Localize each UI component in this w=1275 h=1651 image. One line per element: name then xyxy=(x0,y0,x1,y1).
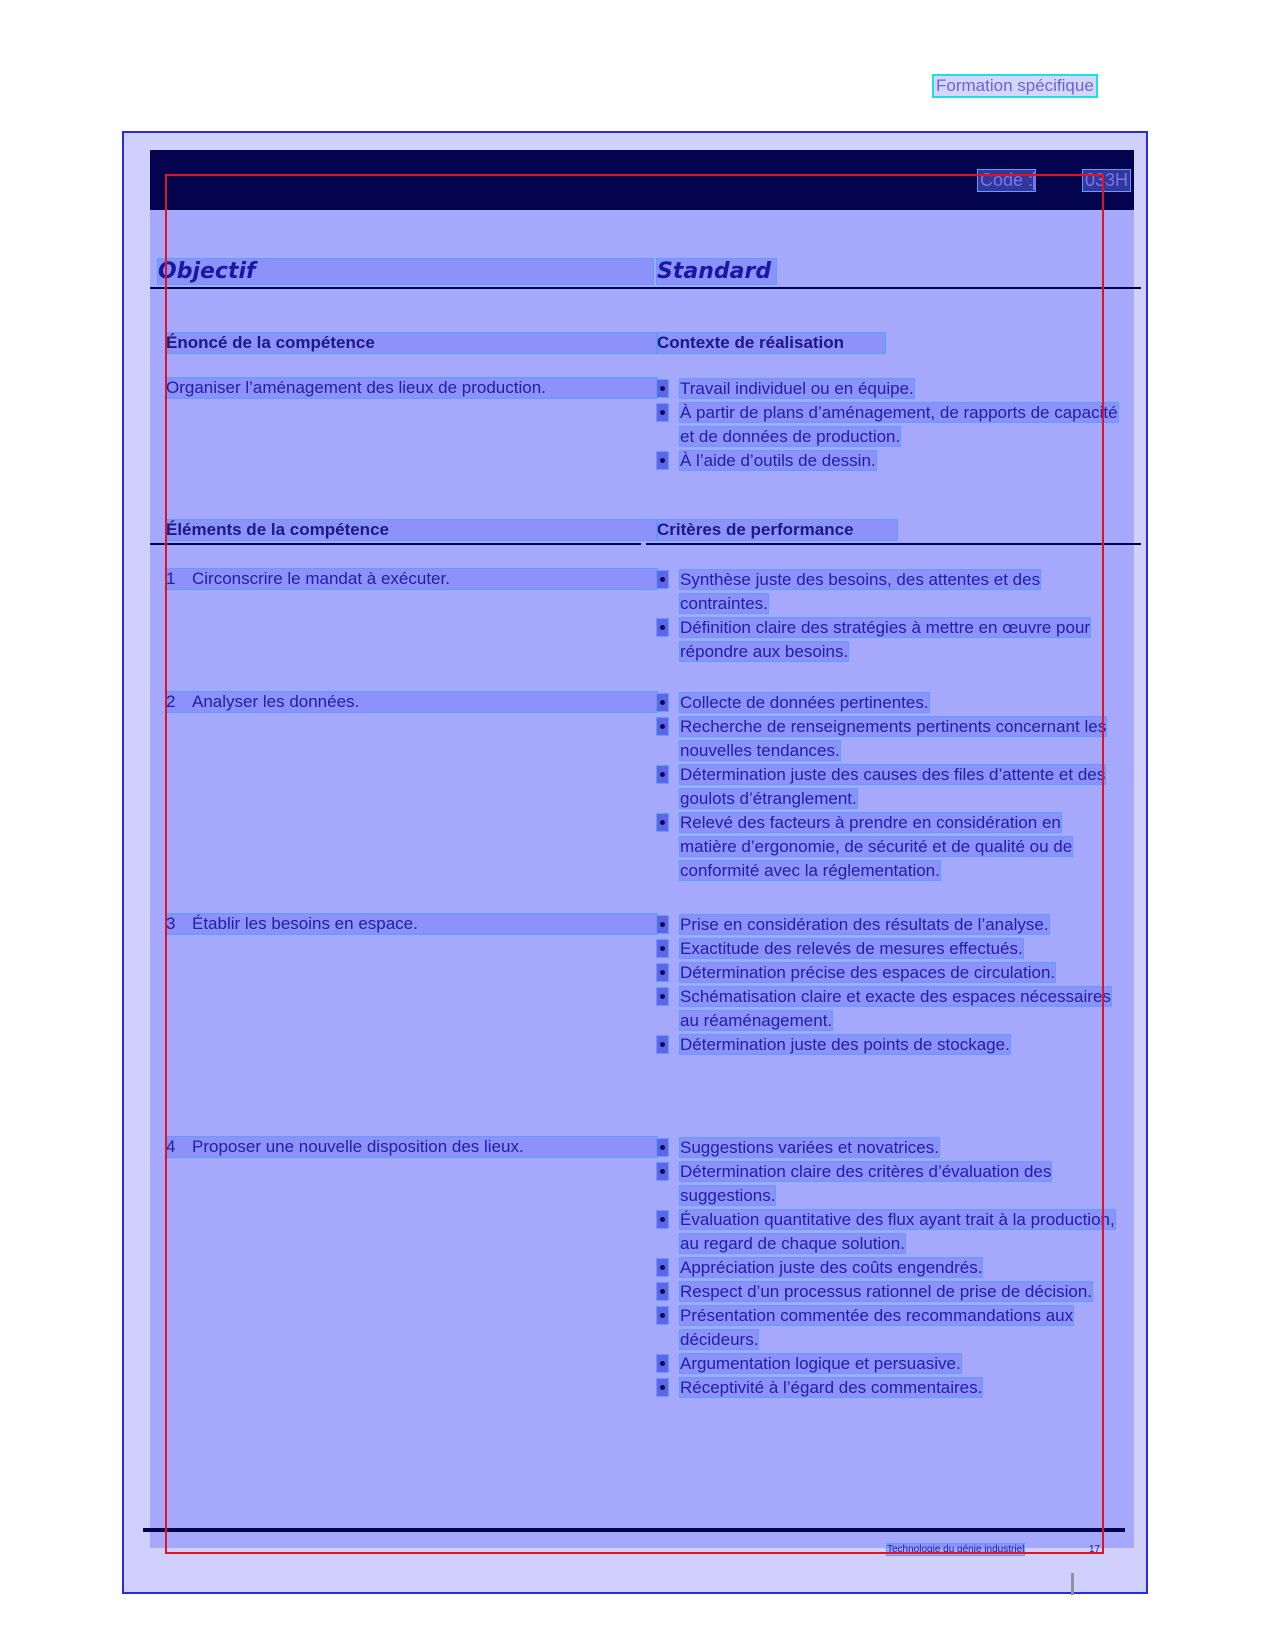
performance-criteria-heading: Critères de performance xyxy=(657,520,897,540)
list-item: Réceptivité à l’égard des commentaires. xyxy=(657,1376,1119,1400)
code-label: Code : xyxy=(980,170,1034,190)
bullet-icon xyxy=(657,916,668,933)
list-item: Travail individuel ou en équipe. xyxy=(657,377,1119,401)
element-4-criteria xyxy=(657,1136,1119,1400)
list-item: Présentation commentée des recommandations aux décideurs. xyxy=(657,1304,1119,1352)
list-item: Collecte de données pertinentes. xyxy=(657,691,1119,715)
bullet-icon xyxy=(657,1036,668,1053)
text-cursor xyxy=(1071,1573,1074,1595)
element-3-criteria xyxy=(657,913,1119,1057)
list-item: Relevé des facteurs à prendre en considération en matière d’ergonomie, de sécurité et de qualité ou de conformité avec la réglementation. xyxy=(657,811,1119,883)
bullet-icon xyxy=(657,766,668,783)
elements-rule-right xyxy=(646,543,1141,545)
competence-statement-heading: Énoncé de la compétence xyxy=(166,333,657,353)
footer-page-number: 17 xyxy=(1089,1544,1101,1555)
competence-elements-heading: Éléments de la compétence xyxy=(166,520,657,540)
competence-statement: Organiser l’aménagement des lieux de production. xyxy=(166,378,657,398)
realisation-context-heading: Contexte de réalisation xyxy=(657,333,885,353)
list-item: À l’aide d’outils de dessin. xyxy=(657,449,1119,473)
list-item: Détermination claire des critères d’évaluation des suggestions. xyxy=(657,1160,1119,1208)
document-header-label: Formation spécifique xyxy=(936,76,1094,95)
footer-rule xyxy=(143,1528,1125,1532)
standard-column-title: Standard xyxy=(657,259,776,284)
bullet-icon xyxy=(657,1307,668,1324)
list-item: Détermination juste des causes des files d’attente et des goulots d’étranglement. xyxy=(657,763,1119,811)
bullet-icon xyxy=(657,940,668,957)
bullet-icon xyxy=(657,1163,668,1180)
bullet-icon xyxy=(657,964,668,981)
bullet-icon xyxy=(657,1259,668,1276)
element-1-label: Circonscrire le mandat à exécuter. xyxy=(192,569,450,588)
context-list xyxy=(657,377,1119,473)
list-item: Argumentation logique et persuasive. xyxy=(657,1352,1119,1376)
elements-rule-left xyxy=(150,543,641,545)
bullet-icon xyxy=(657,1283,668,1300)
bullet-icon xyxy=(657,619,668,636)
objective-column-title: Objectif xyxy=(158,259,653,284)
element-2-label: Analyser les données. xyxy=(192,692,360,711)
list-item: Recherche de renseignements pertinents concernant les nouvelles tendances. xyxy=(657,715,1119,763)
list-item: Détermination précise des espaces de circulation. xyxy=(657,961,1119,985)
bullet-icon xyxy=(657,694,668,711)
bullet-icon xyxy=(657,1211,668,1228)
bullet-icon xyxy=(657,404,668,421)
footer-program: Technologie du génie industriel xyxy=(887,1544,1025,1555)
element-4-label: Proposer une nouvelle disposition des lieux. xyxy=(192,1137,524,1156)
element-3-number: 3 xyxy=(166,914,176,933)
list-item: Définition claire des stratégies à mettre en œuvre pour répondre aux besoins. xyxy=(657,616,1119,664)
list-item: Prise en considération des résultats de l’analyse. xyxy=(657,913,1119,937)
bullet-icon xyxy=(657,814,668,831)
element-4-number: 4 xyxy=(166,1137,176,1156)
bullet-icon xyxy=(657,380,668,397)
list-item: Suggestions variées et novatrices. xyxy=(657,1136,1119,1160)
element-2-criteria xyxy=(657,691,1119,883)
title-rule xyxy=(150,287,1141,289)
list-item: Détermination juste des points de stockage. xyxy=(657,1033,1119,1057)
bullet-icon xyxy=(657,571,668,588)
list-item: À partir de plans d’aménagement, de rapports de capacité et de données de production. xyxy=(657,401,1119,449)
list-item: Appréciation juste des coûts engendrés. xyxy=(657,1256,1119,1280)
element-2-number: 2 xyxy=(166,692,176,711)
list-item: Respect d’un processus rationnel de prise de décision. xyxy=(657,1280,1119,1304)
code-value: 033H xyxy=(1085,170,1129,190)
bullet-icon xyxy=(657,988,668,1005)
bullet-icon xyxy=(657,1379,668,1396)
list-item: Schématisation claire et exacte des espaces nécessaires au réaménagement. xyxy=(657,985,1119,1033)
element-1-number: 1 xyxy=(166,569,176,588)
code-separator xyxy=(1033,172,1036,190)
bullet-icon xyxy=(657,1139,668,1156)
element-3-label: Établir les besoins en espace. xyxy=(192,914,418,933)
element-1-criteria xyxy=(657,568,1119,664)
bullet-icon xyxy=(657,452,668,469)
list-item: Évaluation quantitative des flux ayant trait à la production, au regard de chaque solution. xyxy=(657,1208,1119,1256)
bullet-icon xyxy=(657,718,668,735)
list-item: Exactitude des relevés de mesures effectués. xyxy=(657,937,1119,961)
bullet-icon xyxy=(657,1355,668,1372)
list-item: Synthèse juste des besoins, des attentes et des contraintes. xyxy=(657,568,1119,616)
